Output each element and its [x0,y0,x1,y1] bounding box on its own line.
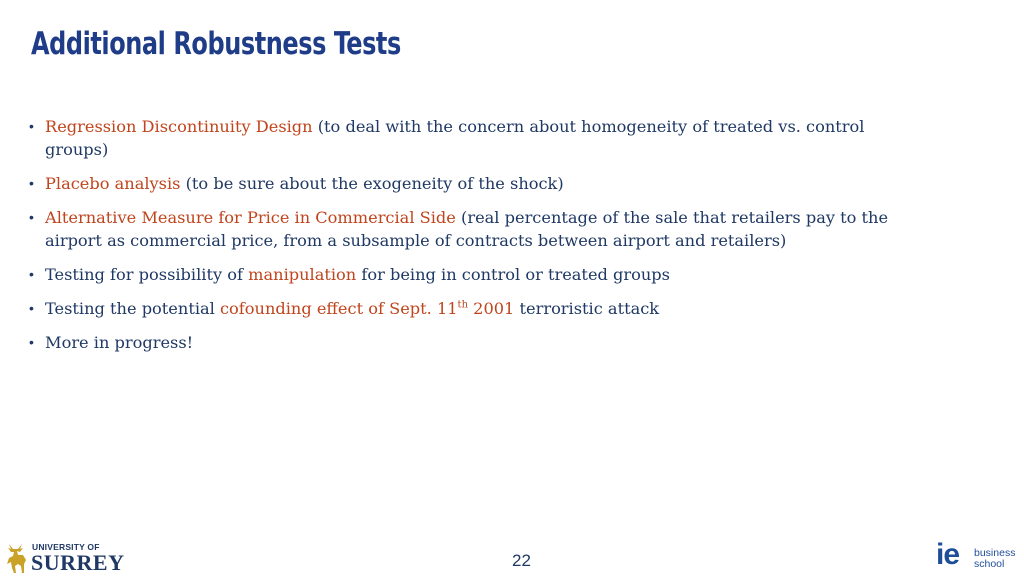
bullet-list [29,115,889,365]
bullet-text: Testing for possibility of [45,265,249,284]
ie-logo-line1: business [974,547,1016,559]
bullet-rdd [29,115,889,161]
bullet-in-progress [29,331,889,354]
bullet-placebo [29,172,889,195]
page-number: 22 [512,551,531,570]
ie-business-school-logo [936,538,1022,574]
bullet-text: Testing the potential [45,299,220,318]
bullet-text: (to deal with the concern about homogeneity of treated vs. control groups) [45,117,865,159]
university-of-surrey-logo [3,540,125,575]
highlight-text: Regression Discontinuity Design [45,117,313,136]
highlight-text: cofounding effect of Sept. 11 [219,299,458,318]
ie-logo-text [974,548,1024,570]
bullet-manipulation [29,263,889,286]
superscript-th: th [457,299,469,311]
bullet-text: for being in control or treated groups [356,265,670,284]
surrey-logo-caption: UNIVERSITY OF [32,542,100,552]
bullet-text: (to be sure about the exogeneity of the shock) [180,174,564,193]
bullet-alternative-measure [29,206,889,252]
ie-logo-line2: school [974,558,1005,570]
stag-icon [3,540,29,574]
surrey-logo-name: SURREY [31,550,125,575]
highlight-text: manipulation [248,265,357,284]
bullet-text: terroristic attack [514,299,660,318]
highlight-text: Alternative Measure for Price in Commercial Side [45,208,456,227]
slide-title: Additional Robustness Tests [31,26,401,62]
highlight-text: Placebo analysis [45,174,181,193]
highlight-year: 2001 [468,299,515,318]
ie-logo-mark: ie [936,538,960,571]
bullet-text: (real percentage of the sale that retailers pay to the airport as commercial price, from a subsample of contracts between airport and retailers) [45,208,889,250]
bullet-sept-11 [29,297,889,320]
bullet-text: More in progress! [45,333,194,352]
